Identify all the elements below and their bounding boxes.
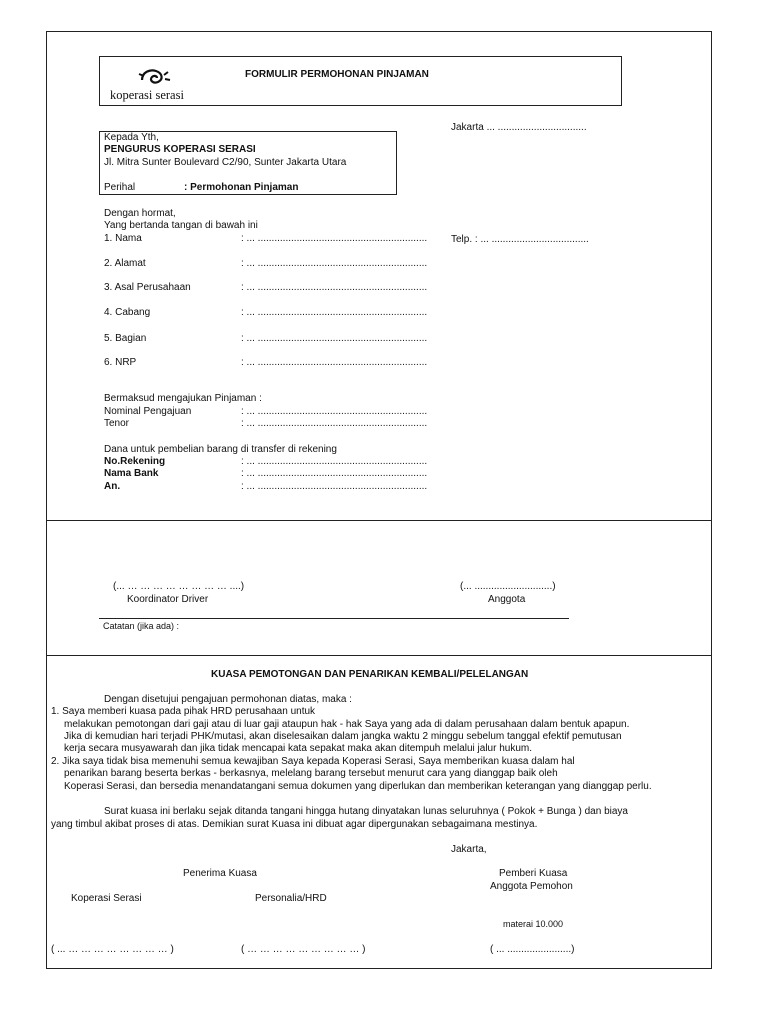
field-value-bagian[interactable]: : ... ............................................................. xyxy=(241,333,428,344)
kuasa-closing-1: Surat kuasa ini berlaku sejak ditanda tangani hingga hutang dinyatakan lunas seluruhnya ( Pokok + Bunga ) dan biaya xyxy=(104,806,628,817)
field-value-nrp[interactable]: : ... ............................................................. xyxy=(241,357,428,368)
notes-label: Catatan (jika ada) : xyxy=(103,621,180,631)
personalia-hrd-label: Personalia/HRD xyxy=(255,893,327,904)
transfer-label-rekening: No.Rekening xyxy=(104,456,166,467)
kuasa-line-7: Koperasi Serasi, dan bersedia menandatangani semua dokumen yang diperlukan dan memberikan keterangan yang dianggap perlu. xyxy=(64,781,652,792)
kuasa-intro: Dengan disetujui pengajuan permohonan diatas, maka : xyxy=(104,694,352,705)
signed-below-text: Yang bertanda tangan di bawah ini xyxy=(104,220,258,231)
telp-field[interactable]: Telp. : ... ................................... xyxy=(451,234,589,245)
kuasa-title: KUASA PEMOTONGAN DAN PENARIKAN KEMBALI/PELELANGAN xyxy=(211,669,529,680)
field-label-nama: 1. Nama xyxy=(104,233,142,244)
field-label-asal-perusahaan: 3. Asal Perusahaan xyxy=(104,282,191,293)
field-value-cabang[interactable]: : ... ............................................................. xyxy=(241,307,428,318)
field-value-nama[interactable]: : ... ............................................................. xyxy=(241,233,428,244)
address-greeting: Kepada Yth, xyxy=(104,132,159,143)
koperasi-serasi-logo-icon xyxy=(136,66,176,88)
materai-label: materai 10.000 xyxy=(503,919,564,929)
kuasa-line-3: Jika di kemudian hari terjadi PHK/mutasi, akan diselesaikan dalam jangka waktu 2 minggu sebelum tanggal efektif pemutusan xyxy=(64,731,622,742)
transfer-value-bank[interactable]: : ... ............................................................. xyxy=(241,468,428,479)
penerima-kuasa-label: Penerima Kuasa xyxy=(183,868,257,879)
kuasa-line-5: 2. Jika saya tidak bisa memenuhi semua kewajiban Saya kepada Koperasi Serasi, Saya memberikan kuasa dalam hal xyxy=(51,756,575,767)
koperasi-signature-blank[interactable]: ( ... … … … … … … … … ) xyxy=(51,944,174,955)
section-divider xyxy=(46,520,712,521)
member-signature-blank[interactable]: (... ............................) xyxy=(460,581,556,592)
kuasa-closing-2: yang timbul akibat proses di atas. Demikian surat Kuasa ini dibuat agar dipergunakan sebagaimana mestinya. xyxy=(51,819,538,830)
loan-value-nominal[interactable]: : ... ............................................................. xyxy=(241,406,428,417)
place-date: Jakarta ... ................................ xyxy=(451,122,587,133)
address-recipient: PENGURUS KOPERASI SERASI xyxy=(104,144,256,155)
field-value-asal-perusahaan[interactable]: : ... ............................................................. xyxy=(241,282,428,293)
coordinator-label: Koordinator Driver xyxy=(127,594,209,605)
form-title: FORMULIR PERMOHONAN PINJAMAN xyxy=(245,69,429,80)
loan-label-nominal: Nominal Pengajuan xyxy=(104,406,192,417)
transfer-intro: Dana untuk pembelian barang di transfer di rekening xyxy=(104,444,337,455)
field-value-alamat[interactable]: : ... ............................................................. xyxy=(241,258,428,269)
address-street: Jl. Mitra Sunter Boulevard C2/90, Sunter Jakarta Utara xyxy=(104,157,347,168)
kuasa-line-4: kerja secara musyawarah dan jika tidak mencapai kata sepakat maka akan ditempuh melalui jalur hukum. xyxy=(64,743,533,754)
kuasa-line-6: penarikan barang beserta berkas - berkasnya, melelang barang tersebut menurut cara yang dianggap baik oleh xyxy=(64,768,558,779)
logo-text: koperasi serasi xyxy=(110,88,184,102)
loan-intro: Bermaksud mengajukan Pinjaman : xyxy=(104,393,262,404)
loan-value-tenor[interactable]: : ... ............................................................. xyxy=(241,418,428,429)
subject-value: : Permohonan Pinjaman xyxy=(184,182,299,193)
greeting: Dengan hormat, xyxy=(104,208,176,219)
member-label: Anggota xyxy=(488,594,526,605)
field-label-nrp: 6. NRP xyxy=(104,357,137,368)
notes-line xyxy=(99,618,569,619)
coordinator-signature-blank[interactable]: (... … … … … … … … … ....) xyxy=(113,581,245,592)
koperasi-serasi-label: Koperasi Serasi xyxy=(71,893,142,904)
anggota-pemohon-label: Anggota Pemohon xyxy=(490,881,573,892)
subject-label: Perihal xyxy=(104,182,136,193)
section-divider-2 xyxy=(46,655,712,656)
transfer-value-an[interactable]: : ... ............................................................. xyxy=(241,481,428,492)
transfer-label-bank: Nama Bank xyxy=(104,468,159,479)
kuasa-line-2: melakukan pemotongan dari gaji atau di luar gaji ataupun hak - hak Saya yang ada di dalam perusahaan dalam bentuk apapun. xyxy=(64,719,630,730)
pemberi-kuasa-label: Pemberi Kuasa xyxy=(499,868,568,879)
field-label-bagian: 5. Bagian xyxy=(104,333,147,344)
transfer-value-rekening[interactable]: : ... ............................................................. xyxy=(241,456,428,467)
sign-city: Jakarta, xyxy=(451,844,487,855)
kuasa-line-1: 1. Saya memberi kuasa pada pihak HRD perusahaan untuk xyxy=(51,706,316,717)
transfer-label-an: An. xyxy=(104,481,121,492)
field-label-alamat: 2. Alamat xyxy=(104,258,146,269)
pemohon-signature-blank[interactable]: ( ... .......................) xyxy=(490,944,575,955)
hrd-signature-blank[interactable]: ( … … … … … … … … … ) xyxy=(241,944,366,955)
loan-label-tenor: Tenor xyxy=(104,418,130,429)
field-label-cabang: 4. Cabang xyxy=(104,307,151,318)
